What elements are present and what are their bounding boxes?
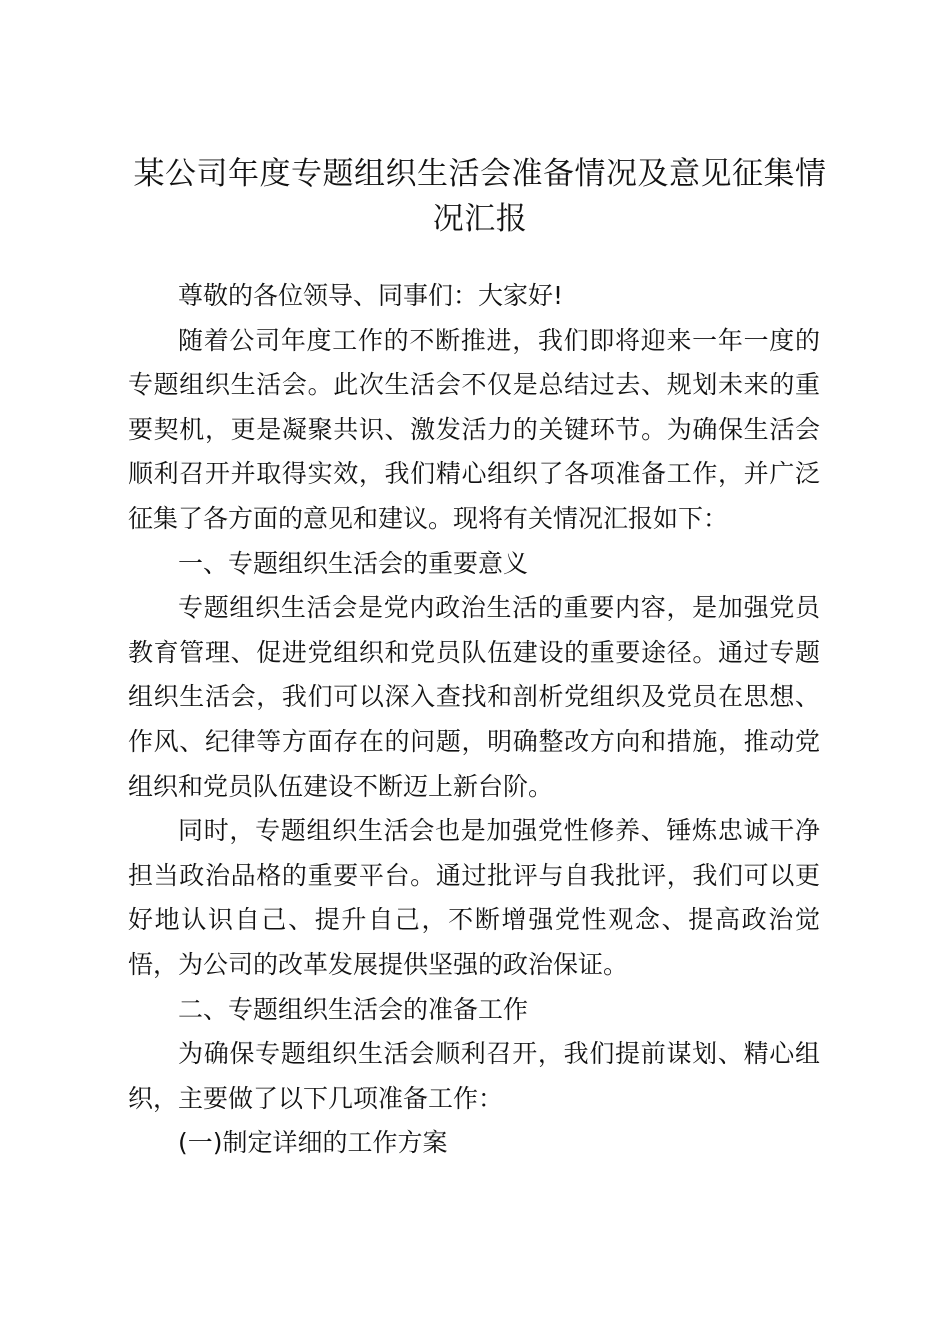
section-heading-2: 二、专题组织生活会的准备工作: [178, 994, 529, 1024]
intro-paragraph: 随着公司年度工作的不断推进，我们即将迎来一年一度的专题组织生活会。此次生活会不仅是总结过去、规划未来的重要契机，更是凝聚共识、激发活力的关键环节。为确保生活会顺利召开并取得实效，我们精心组织了各项准备工作，并广泛征集了各方面的意见和建议。现将有关情况汇报如下：: [128, 325, 820, 533]
document-title: 某公司年度专题组织生活会准备情况及意见征集情况汇报: [133, 156, 827, 237]
salutation-paragraph: 尊敬的各位领导、同事们：大家好!: [178, 281, 564, 310]
body-paragraph: 同时，专题组织生活会也是加强党性修养、锤炼忠诚干净担当政治品格的重要平台。通过批评与自我批评，我们可以更好地认识自己、提升自己，不断增强党性观念、提高政治觉悟，为公司的改革发展提供坚强的政治保证。: [128, 816, 820, 979]
document-body: [128, 274, 820, 1166]
body-paragraph: 专题组织生活会是党内政治生活的重要内容，是加强党员教育管理、促进党组织和党员队伍建设的重要途径。通过专题组织生活会，我们可以深入查找和剖析党组织及党员在思想、作风、纪律等方面存在的问题，明确整改方向和措施，推动党组织和党员队伍建设不断迈上新台阶。: [128, 593, 820, 801]
subsection-heading-1: (一)制定详细的工作方案: [178, 1128, 448, 1158]
body-paragraph: 为确保专题组织生活会顺利召开，我们提前谋划、精心组织，主要做了以下几项准备工作：: [128, 1039, 820, 1113]
section-heading-1: 一、专题组织生活会的重要意义: [178, 548, 529, 578]
